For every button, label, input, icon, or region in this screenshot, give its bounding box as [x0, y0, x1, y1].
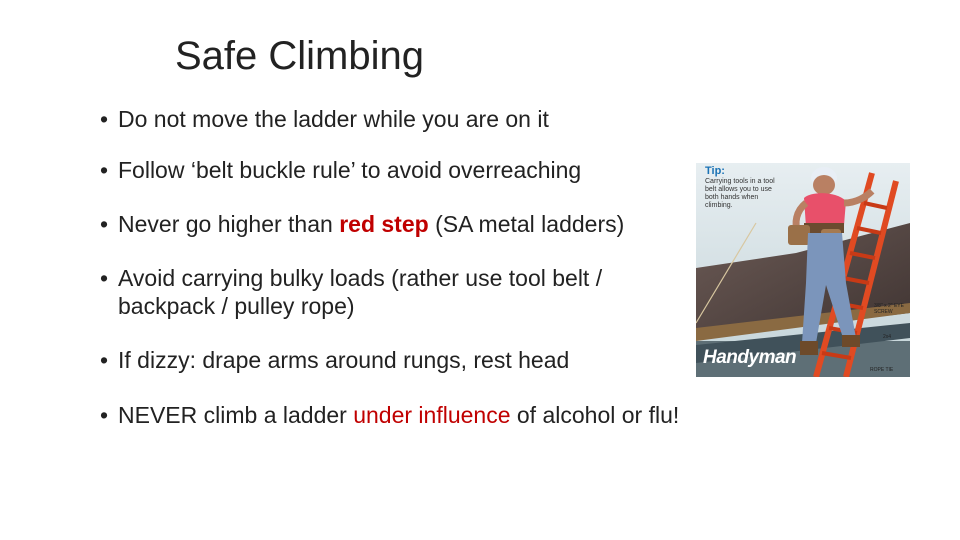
note-eye-screw: 3/8" x 2" EYE SCREW	[874, 303, 904, 315]
note-2x4: 2x4	[883, 334, 892, 340]
bullet-text: Do not move the ladder while you are on it	[118, 106, 549, 132]
bullet-item	[100, 264, 700, 320]
tip-heading: Tip:	[705, 165, 725, 177]
bullet-text: Follow ‘belt buckle rule’ to avoid overreaching	[118, 157, 582, 183]
tip-text: Carrying tools in a tool belt allows you to use both hands when climbing.	[705, 178, 775, 209]
highlight-red-step: red step	[339, 211, 429, 237]
bullet-text: of alcohol or flu!	[510, 402, 680, 428]
note-rope-tie: ROPE TIE	[870, 367, 894, 373]
bullet-item	[100, 401, 700, 429]
slide-title: Safe Climbing	[175, 34, 425, 78]
highlight-under-influence: under influence	[353, 402, 511, 428]
handyman-logo: Handyman	[703, 347, 797, 368]
tip-callout	[705, 165, 787, 210]
bullet-item	[100, 210, 700, 238]
bullet-text: NEVER climb a ladder	[118, 402, 354, 428]
bullet-list	[100, 105, 700, 429]
bullet-item	[100, 156, 700, 184]
bullet-text: (SA metal ladders)	[428, 211, 625, 237]
ladder-photo	[696, 163, 910, 377]
bullet-item	[100, 346, 700, 374]
bullet-item	[100, 105, 700, 133]
bullet-text: Avoid carrying bulky loads (rather use tool belt / backpack / pulley rope)	[118, 265, 603, 319]
bullet-text: If dizzy: drape arms around rungs, rest head	[118, 347, 570, 373]
bullet-text: Never go higher than	[118, 211, 340, 237]
